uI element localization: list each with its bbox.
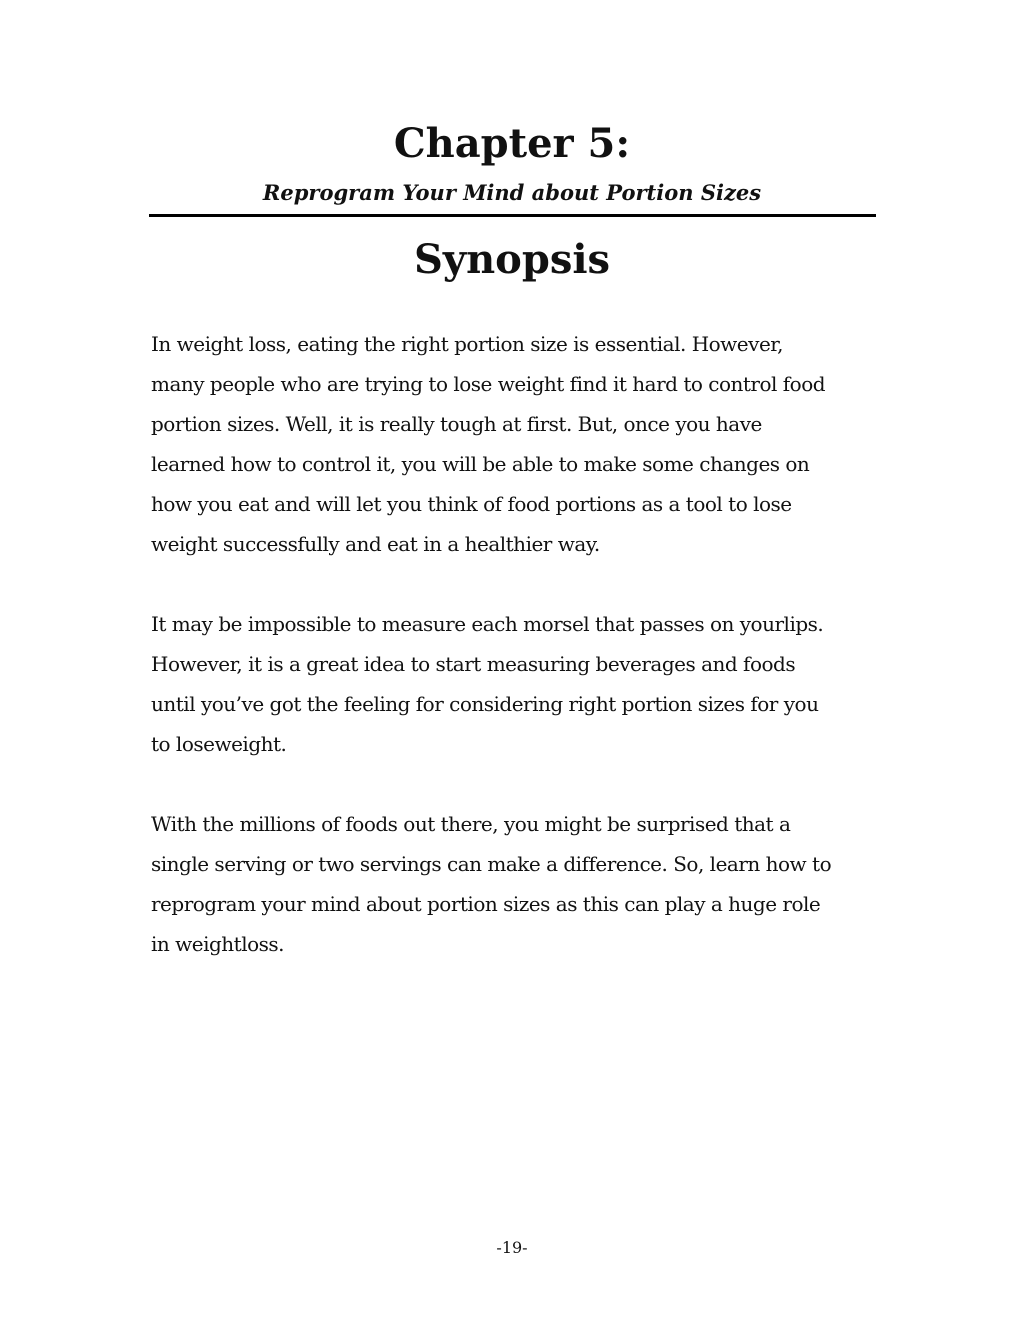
- paragraph-line: until you’ve got the feeling for considering right portion sizes for you: [151, 692, 819, 716]
- paragraph: [151, 604, 886, 764]
- paragraph-line: in weightloss.: [151, 932, 285, 956]
- title-divider: [149, 214, 876, 217]
- paragraph-line: weight successfully and eat in a healthier way.: [151, 532, 600, 556]
- paragraph-line: portion sizes. Well, it is really tough at first. But, once you have: [151, 412, 762, 436]
- paragraph-line: reprogram your mind about portion sizes as this can play a huge role: [151, 892, 821, 916]
- paragraph-line: many people who are trying to lose weight find it hard to control food: [151, 372, 826, 396]
- paragraph-line: to loseweight.: [151, 732, 287, 756]
- paragraph-line: how you eat and will let you think of food portions as a tool to lose: [151, 492, 792, 516]
- paragraph-line: single serving or two servings can make a difference. So, learn how to: [151, 852, 832, 876]
- paragraph-line: With the millions of foods out there, you might be surprised that a: [151, 812, 791, 836]
- paragraph-line: learned how to control it, you will be able to make some changes on: [151, 452, 810, 476]
- chapter-subtitle: Reprogram Your Mind about Portion Sizes: [262, 180, 762, 205]
- chapter-title: Chapter 5:: [393, 120, 631, 167]
- page-number: -19-: [496, 1238, 528, 1257]
- body-text: [151, 324, 886, 1004]
- paragraph-line: However, it is a great idea to start measuring beverages and foods: [151, 652, 796, 676]
- paragraph: [151, 804, 886, 964]
- paragraph: [151, 324, 886, 564]
- paragraph-line: In weight loss, eating the right portion size is essential. However,: [151, 332, 783, 356]
- section-title: Synopsis: [413, 236, 611, 283]
- paragraph-line: It may be impossible to measure each morsel that passes on yourlips.: [151, 612, 824, 636]
